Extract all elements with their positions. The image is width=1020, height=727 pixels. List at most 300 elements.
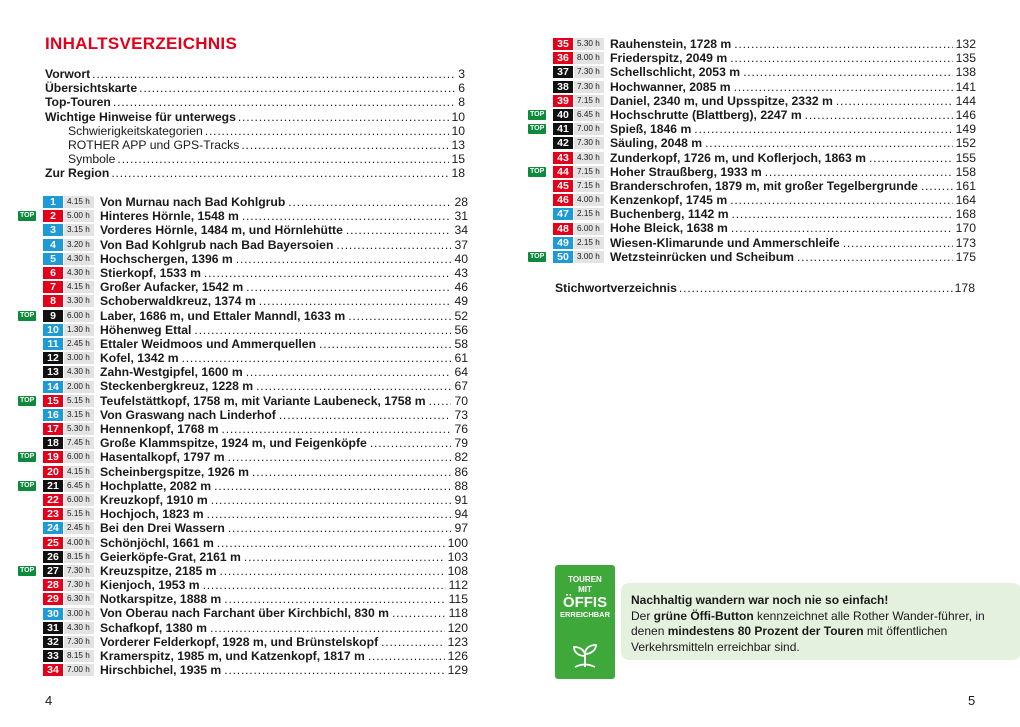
info-box	[621, 583, 1020, 660]
tour-name: Von Graswang nach Linderhof	[100, 407, 276, 422]
leader-dots	[743, 65, 953, 79]
leader-dots	[252, 465, 451, 479]
leader-dots	[238, 110, 450, 124]
tour-duration: 3.00 h	[574, 251, 604, 263]
tour-page: 73	[454, 407, 468, 422]
tour-name: Zahn-Westgipfel, 1600 m	[100, 365, 243, 380]
tour-number-badge: 24	[43, 522, 63, 534]
tour-name: Wiesen-Klimarunde und Ammerschleife	[610, 235, 840, 250]
top-badge: TOP	[20, 396, 35, 404]
front-page: 10	[451, 109, 465, 124]
top-slot	[18, 665, 40, 676]
top-badge: TOP	[530, 252, 545, 260]
oeffi-line3: ÖFFIS	[562, 594, 608, 611]
leader-dots	[222, 422, 452, 436]
tour-number-badge: 17	[43, 423, 63, 435]
top-slot	[528, 110, 550, 121]
tour-number-badge: 7	[43, 281, 63, 293]
top-badge: TOP	[530, 111, 545, 119]
front-row	[45, 152, 465, 166]
top-slot	[528, 209, 550, 220]
tour-row	[528, 51, 976, 65]
tour-duration: 4.00 h	[64, 537, 94, 549]
tour-duration: 4.00 h	[574, 194, 604, 206]
tour-number-badge: 32	[43, 636, 63, 648]
tour-page: 155	[955, 150, 976, 165]
oeffi-line1: TOUREN	[568, 575, 602, 584]
tour-duration: 4.15 h	[64, 281, 94, 293]
page-number-left: 4	[45, 693, 53, 708]
tour-number-badge: 27	[43, 565, 63, 577]
tour-row	[18, 493, 468, 507]
leader-dots	[730, 51, 952, 65]
front-label: ROTHER APP und GPS-Tracks	[68, 137, 240, 152]
tour-duration: 4.30 h	[64, 622, 94, 634]
tour-name: Kenzenkopf, 1745 m	[610, 193, 728, 208]
leader-dots	[203, 578, 446, 592]
tour-row	[18, 436, 468, 450]
tour-row	[528, 250, 976, 264]
tour-duration: 7.15 h	[574, 95, 604, 107]
tour-duration: 4.30 h	[64, 267, 94, 279]
tour-row	[18, 479, 468, 493]
tour-page: 56	[454, 322, 468, 337]
tour-number-badge: 13	[43, 366, 63, 378]
top-slot	[18, 537, 40, 548]
top-slot	[18, 253, 40, 264]
leader-dots	[217, 536, 445, 550]
leader-dots	[210, 621, 445, 635]
tour-number-badge: 43	[553, 152, 573, 164]
tour-row	[528, 94, 976, 108]
front-row	[45, 67, 465, 81]
leader-dots	[236, 252, 452, 266]
leader-dots	[319, 337, 451, 351]
tour-page: 43	[454, 265, 468, 280]
tour-row	[528, 108, 976, 122]
tour-page: 103	[447, 549, 468, 564]
tour-number-badge: 33	[43, 650, 63, 662]
tour-number-badge: 8	[43, 295, 63, 307]
tour-number-badge: 9	[43, 310, 63, 322]
leader-dots	[224, 592, 445, 606]
tour-duration: 4.30 h	[64, 366, 94, 378]
top-slot	[18, 452, 40, 463]
tour-page: 58	[454, 336, 468, 351]
tour-row	[528, 65, 976, 79]
tour-duration: 2.45 h	[64, 338, 94, 350]
front-label: Top-Touren	[45, 95, 111, 110]
top-slot	[18, 395, 40, 406]
tour-row	[528, 37, 976, 51]
front-label: Zur Region	[45, 166, 110, 181]
tour-duration: 4.30 h	[574, 152, 604, 164]
tour-page: 164	[955, 193, 976, 208]
front-row	[45, 138, 465, 152]
tour-page: 118	[448, 606, 468, 621]
top-slot	[18, 268, 40, 279]
top-slot	[18, 480, 40, 491]
leader-dots	[228, 450, 452, 464]
tour-duration: 7.00 h	[574, 123, 604, 135]
tour-page: 161	[955, 178, 976, 193]
tour-number-badge: 46	[553, 194, 573, 206]
tour-row	[18, 578, 468, 592]
tour-row	[18, 309, 468, 323]
leader-dots	[336, 238, 451, 252]
tour-number-badge: 35	[553, 38, 573, 50]
tour-name: Vorderer Felderkopf, 1928 m, und Brünstelskopf	[100, 634, 379, 649]
top-slot	[528, 180, 550, 191]
tour-row	[528, 236, 976, 250]
tour-number-badge: 6	[43, 267, 63, 279]
tour-number-badge: 40	[553, 109, 573, 121]
top-badge: TOP	[20, 566, 35, 574]
front-row	[45, 110, 465, 124]
leader-dots	[214, 479, 451, 493]
leader-dots	[207, 507, 452, 521]
tour-page: 170	[955, 221, 976, 236]
leader-dots	[731, 221, 953, 235]
tour-duration: 5.15 h	[64, 395, 94, 407]
leader-dots	[117, 152, 449, 166]
tour-name: Hinteres Hörnle, 1548 m	[100, 209, 239, 224]
tour-row	[528, 80, 976, 94]
top-slot	[18, 381, 40, 392]
tour-number-badge: 47	[553, 208, 573, 220]
tour-name: Bei den Drei Wassern	[100, 521, 225, 536]
tour-row	[18, 621, 468, 635]
tour-row	[18, 323, 468, 337]
tour-page: 91	[454, 492, 468, 507]
tour-name: Stierkopf, 1533 m	[100, 265, 201, 280]
tour-row	[18, 465, 468, 479]
tour-number-badge: 21	[43, 480, 63, 492]
tour-duration: 7.15 h	[574, 166, 604, 178]
leader-dots	[805, 108, 953, 122]
tour-page: 61	[454, 351, 468, 366]
front-label: Vorwort	[45, 67, 91, 81]
top-slot	[528, 195, 550, 206]
tour-number-badge: 23	[43, 508, 63, 520]
tour-list-right	[528, 37, 976, 264]
front-matter-list	[45, 67, 465, 181]
tour-page: 52	[454, 308, 468, 323]
tour-row	[18, 649, 468, 663]
tour-name: Laber, 1686 m, und Ettaler Manndl, 1633 m	[100, 308, 346, 323]
tour-row	[18, 365, 468, 379]
index-page: 178	[954, 281, 975, 295]
tour-number-badge: 42	[553, 137, 573, 149]
tour-page: 97	[454, 521, 468, 536]
front-label: Wichtige Hinweise für unterwegs	[45, 109, 236, 124]
tour-row	[18, 408, 468, 422]
tour-duration: 5.15 h	[64, 508, 94, 520]
tour-page: 144	[955, 93, 976, 108]
tour-duration: 7.30 h	[574, 137, 604, 149]
top-slot	[528, 124, 550, 135]
tour-page: 112	[448, 578, 468, 593]
tour-duration: 7.30 h	[574, 66, 604, 78]
leader-dots	[288, 195, 451, 209]
tour-row	[18, 238, 468, 252]
tour-page: 120	[447, 620, 468, 635]
top-slot	[18, 239, 40, 250]
tour-row	[18, 422, 468, 436]
top-badge: TOP	[20, 311, 35, 319]
tour-duration: 8.15 h	[64, 551, 94, 563]
tour-page: 34	[454, 223, 468, 238]
tour-row	[18, 507, 468, 521]
tour-name: Schönjöchl, 1661 m	[100, 535, 214, 550]
tour-duration: 7.15 h	[574, 180, 604, 192]
tour-page: 31	[454, 209, 468, 224]
tour-name: Hoher Straußberg, 1933 m	[610, 164, 762, 179]
top-slot	[528, 251, 550, 262]
tour-name: Hochplatte, 2082 m	[100, 478, 212, 493]
top-slot	[18, 409, 40, 420]
tour-row	[18, 195, 468, 209]
tour-number-badge: 4	[43, 239, 63, 251]
tour-page: 135	[955, 51, 976, 66]
leader-dots	[259, 294, 452, 308]
top-slot	[528, 223, 550, 234]
tour-page: 46	[454, 280, 468, 295]
tour-row	[18, 252, 468, 266]
seedling-icon	[569, 641, 601, 669]
leader-dots	[732, 207, 953, 221]
leader-dots	[765, 165, 953, 179]
tour-page: 126	[447, 649, 468, 663]
front-page: 13	[451, 137, 465, 152]
top-slot	[18, 608, 40, 619]
leader-dots	[194, 323, 451, 337]
front-row	[45, 166, 465, 180]
leader-dots	[244, 550, 445, 564]
tour-duration: 6.00 h	[64, 494, 94, 506]
top-slot	[528, 138, 550, 149]
tour-duration: 2.45 h	[64, 522, 94, 534]
tour-number-badge: 3	[43, 224, 63, 236]
tour-page: 79	[454, 436, 468, 451]
leader-dots	[370, 436, 452, 450]
tour-name: Steckenbergkreuz, 1228 m	[100, 379, 254, 394]
tour-row	[18, 663, 468, 677]
tour-page: 149	[955, 122, 976, 137]
tour-number-badge: 26	[43, 551, 63, 563]
top-slot	[18, 466, 40, 477]
tour-duration: 7.00 h	[64, 664, 94, 676]
leader-dots	[734, 37, 952, 51]
top-slot	[18, 495, 40, 506]
top-slot	[18, 580, 40, 591]
front-page: 6	[458, 81, 465, 96]
tour-number-badge: 20	[43, 466, 63, 478]
top-badge: TOP	[530, 125, 545, 133]
top-slot	[18, 551, 40, 562]
tour-name: Hasentalkopf, 1797 m	[100, 450, 225, 465]
tour-duration: 7.30 h	[64, 579, 94, 591]
tour-number-badge: 5	[43, 253, 63, 265]
leader-dots	[368, 649, 445, 663]
front-page: 8	[458, 95, 465, 110]
tour-duration: 7.30 h	[574, 81, 604, 93]
tour-page: 158	[955, 164, 976, 179]
leader-dots	[242, 209, 452, 223]
top-slot	[528, 53, 550, 64]
front-row	[45, 124, 465, 138]
front-label: Schwierigkeitskategorien	[68, 123, 203, 138]
tour-number-badge: 19	[43, 451, 63, 463]
tour-number-badge: 28	[43, 579, 63, 591]
tour-name: Teufelstättkopf, 1758 m, mit Variante Laubeneck, 1758 m	[100, 393, 426, 408]
tour-row	[528, 151, 976, 165]
tour-number-badge: 11	[43, 338, 63, 350]
tour-row	[528, 122, 976, 136]
tour-duration: 7.45 h	[64, 437, 94, 449]
tour-name: Kofel, 1342 m	[100, 351, 179, 366]
tour-row	[528, 207, 976, 221]
tour-name: Hennenkopf, 1768 m	[100, 422, 219, 436]
top-slot	[18, 282, 40, 293]
top-slot	[18, 424, 40, 435]
tour-duration: 2.15 h	[574, 208, 604, 220]
tour-page: 146	[955, 107, 976, 122]
tour-number-badge: 39	[553, 95, 573, 107]
tour-row	[528, 193, 976, 207]
tour-row	[18, 379, 468, 393]
tour-duration: 5.30 h	[574, 38, 604, 50]
info-text-part: mit öffentlichen Verkehrsmitteln erreichbar sind.	[631, 624, 948, 654]
tour-duration: 6.00 h	[64, 451, 94, 463]
leader-dots	[113, 95, 456, 109]
tour-name: Scheinbergspitze, 1926 m	[100, 464, 250, 479]
tour-duration: 2.00 h	[64, 381, 94, 393]
tour-page: 64	[454, 365, 468, 380]
tour-number-badge: 37	[553, 66, 573, 78]
tour-page: 37	[454, 237, 468, 252]
leader-dots	[869, 151, 953, 165]
info-text-part: kennzeichnet alle Rother Wander-führer, in denen	[631, 608, 985, 638]
leader-dots	[220, 564, 445, 578]
tour-row	[18, 223, 468, 237]
tour-list-left	[18, 195, 468, 677]
tour-page: 88	[454, 478, 468, 493]
tour-name: Daniel, 2340 m, und Upsspitze, 2332 m	[610, 93, 833, 108]
tour-row	[528, 165, 976, 179]
top-slot	[18, 338, 40, 349]
tour-page: 123	[447, 634, 468, 649]
tour-number-badge: 14	[43, 381, 63, 393]
index-label: Stichwortverzeichnis	[555, 281, 677, 295]
info-text-part: Der	[631, 608, 654, 623]
top-slot	[18, 211, 40, 222]
leader-dots	[705, 136, 953, 150]
tour-duration: 3.20 h	[64, 239, 94, 251]
tour-row	[18, 592, 468, 606]
tour-page: 152	[955, 136, 976, 151]
tour-number-badge: 49	[553, 237, 573, 249]
tour-row	[18, 294, 468, 308]
tour-row	[18, 280, 468, 294]
tour-name: Ettaler Weidmoos und Ammerquellen	[100, 336, 317, 351]
tour-duration: 6.45 h	[574, 109, 604, 121]
top-slot	[18, 353, 40, 364]
page-number-right: 5	[968, 693, 976, 708]
info-text-bold: grüne Öffi-Button	[653, 608, 754, 623]
leader-dots	[836, 94, 953, 108]
leader-dots	[92, 67, 456, 81]
tour-number-badge: 44	[553, 166, 573, 178]
tour-name: Rauhenstein, 1728 m	[610, 37, 732, 51]
tour-number-badge: 30	[43, 608, 63, 620]
top-slot	[18, 636, 40, 647]
tour-duration: 6.00 h	[64, 310, 94, 322]
tour-duration: 7.30 h	[64, 636, 94, 648]
tour-page: 94	[454, 507, 468, 522]
front-label: Symbole	[68, 152, 116, 167]
leader-dots	[241, 138, 449, 152]
leader-dots	[139, 81, 456, 95]
tour-duration: 3.00 h	[64, 608, 94, 620]
oeffi-line2: MIT	[578, 585, 592, 594]
tour-page: 40	[454, 251, 468, 266]
tour-row	[18, 521, 468, 535]
top-slot	[18, 296, 40, 307]
tour-page: 141	[955, 79, 976, 94]
top-slot	[528, 67, 550, 78]
tour-row	[18, 209, 468, 223]
tour-row	[18, 635, 468, 649]
tour-name: Hochwanner, 2085 m	[610, 79, 731, 94]
tour-page: 67	[454, 379, 468, 394]
tour-name: Hochschergen, 1396 m	[100, 251, 233, 266]
tour-number-badge: 25	[43, 537, 63, 549]
tour-duration: 1.30 h	[64, 324, 94, 336]
tour-number-badge: 10	[43, 324, 63, 336]
tour-name: Von Murnau nach Bad Kohlgrub	[100, 195, 286, 209]
tour-number-badge: 29	[43, 593, 63, 605]
tour-duration: 5.30 h	[64, 423, 94, 435]
tour-number-badge: 45	[553, 180, 573, 192]
leader-dots	[679, 281, 953, 295]
oeffi-line4: ERREICHBAR	[559, 610, 610, 619]
tour-number-badge: 18	[43, 437, 63, 449]
tour-number-badge: 2	[43, 210, 63, 222]
toc-title: INHALTSVERZEICHNIS	[45, 34, 238, 53]
tour-duration: 7.30 h	[64, 565, 94, 577]
tour-page: 115	[448, 592, 468, 607]
top-slot	[18, 523, 40, 534]
tour-row	[18, 450, 468, 464]
top-slot	[18, 565, 40, 576]
tour-duration: 3.00 h	[64, 352, 94, 364]
tour-duration: 6.30 h	[64, 593, 94, 605]
leader-dots	[211, 493, 452, 507]
top-badge: TOP	[530, 167, 545, 175]
leader-dots	[204, 266, 452, 280]
tour-name: Hochjoch, 1823 m	[100, 507, 204, 522]
tour-page: 129	[447, 663, 468, 678]
leader-dots	[348, 309, 451, 323]
front-row	[45, 95, 465, 109]
top-badge: TOP	[20, 212, 35, 220]
leader-dots	[246, 365, 452, 379]
tour-duration: 5.00 h	[64, 210, 94, 222]
top-slot	[528, 237, 550, 248]
tour-page: 132	[955, 37, 976, 51]
tour-name: Schafkopf, 1380 m	[100, 620, 208, 635]
